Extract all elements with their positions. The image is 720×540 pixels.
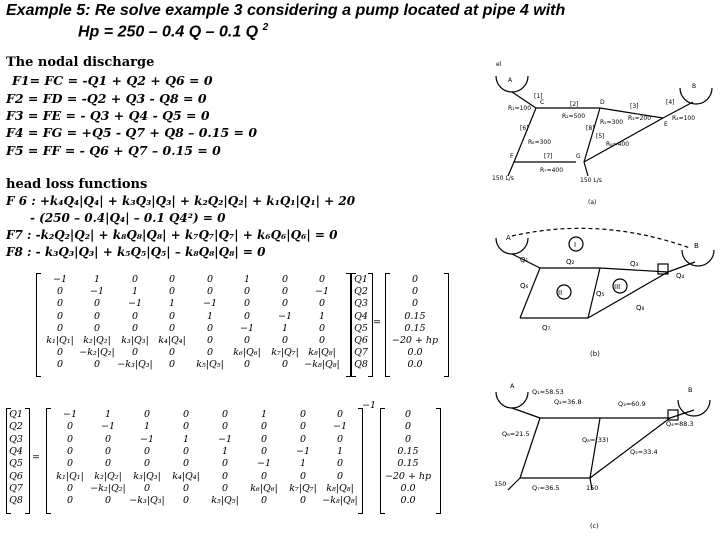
matrix2-cell: 0 bbox=[221, 409, 229, 420]
matrix1-cell: 0 bbox=[56, 322, 64, 334]
matrix2-cell: 0 bbox=[299, 421, 307, 433]
matrix2-right-bracket bbox=[358, 408, 363, 514]
matrix1-cell: 0 bbox=[56, 359, 64, 371]
matrix2-cell: 0 bbox=[336, 458, 344, 470]
matrix1-cell: 0 bbox=[56, 310, 64, 322]
svg-text:III: III bbox=[614, 283, 621, 291]
matrix1-cell: 0 bbox=[281, 286, 289, 298]
svg-text:C: C bbox=[540, 99, 545, 106]
matrix2-cell: 0 bbox=[221, 421, 229, 433]
matrix1-cell: 0 bbox=[93, 359, 101, 371]
fig-a-label: el bbox=[496, 61, 502, 68]
matrix1-cell: 1 bbox=[93, 274, 101, 285]
matrix2-cell: 0 bbox=[66, 421, 74, 433]
rhs1-cell: 0.0 bbox=[407, 359, 423, 371]
rhs1-right-bracket bbox=[444, 273, 449, 377]
matrix2-cell: 0 bbox=[66, 482, 74, 494]
rhs2-cell: 0 bbox=[404, 421, 412, 433]
matrix2-cell: −k₈|Q₈| bbox=[322, 495, 358, 507]
matrix1-cell: −1 bbox=[314, 286, 330, 298]
matrix1-cell: 1 bbox=[168, 298, 176, 310]
svg-text:II: II bbox=[558, 289, 563, 297]
headloss-eq-f8: F8 : - k₃Q₃|Q₃| + k₅Q₅|Q₅| – k₈Q₈|Q₈| = 0 bbox=[6, 245, 266, 259]
matrix1-left-bracket bbox=[36, 273, 41, 377]
unknown1-cell: Q6 bbox=[354, 335, 368, 346]
matrix2-cell: 0 bbox=[299, 409, 307, 420]
matrix2-cell: 0 bbox=[66, 458, 74, 470]
matrix2-cell: −1 bbox=[256, 458, 272, 470]
nodal-eq-2: F2 = FD = -Q2 + Q3 - Q8 = 0 bbox=[6, 91, 207, 106]
unknown1-cell: Q4 bbox=[354, 310, 368, 322]
matrix2-cell: 0 bbox=[143, 409, 151, 420]
matrix2-cell: 0 bbox=[104, 433, 112, 445]
matrix2-cell: k₇|Q₇| bbox=[289, 482, 317, 494]
matrix1-cell: 0 bbox=[56, 347, 64, 359]
matrix1-cell: −1 bbox=[202, 298, 218, 310]
svg-text:B: B bbox=[692, 83, 697, 90]
matrix1-cell: 0 bbox=[131, 347, 139, 359]
svg-text:R₄=100: R₄=100 bbox=[672, 115, 696, 122]
rhs2-cell: 0.15 bbox=[397, 458, 419, 470]
matrix1-cell: −1 bbox=[277, 310, 293, 322]
matrix1-cell: 0 bbox=[168, 286, 176, 298]
reservoir-a-icon bbox=[496, 238, 528, 254]
svg-text:Q₈: Q₈ bbox=[636, 304, 645, 312]
equals2-sign: = bbox=[32, 452, 40, 464]
svg-text:150 L/s: 150 L/s bbox=[492, 175, 514, 182]
svg-text:Q₇=36.5: Q₇=36.5 bbox=[532, 484, 560, 492]
svg-text:[6]: [6] bbox=[520, 125, 529, 132]
svg-text:R₇=400: R₇=400 bbox=[540, 167, 564, 174]
matrix1-cell: 0 bbox=[131, 274, 139, 285]
matrix2-cell: 0 bbox=[221, 458, 229, 470]
svg-text:[4]: [4] bbox=[666, 99, 675, 106]
matrix1-cell: 0 bbox=[93, 322, 101, 334]
matrix1-cell: 0 bbox=[318, 322, 326, 334]
matrix2-cell: 0 bbox=[221, 482, 229, 494]
matrix2-cell: 0 bbox=[260, 421, 268, 433]
svg-text:F: F bbox=[510, 153, 514, 160]
rhs1-cell: −20 + hp bbox=[391, 335, 439, 346]
matrix2-cell: 1 bbox=[299, 458, 307, 470]
matrix2-cell: −1 bbox=[62, 409, 78, 420]
svg-text:Q₃=60.9: Q₃=60.9 bbox=[618, 400, 646, 408]
matrix2-cell: 0 bbox=[299, 470, 307, 482]
nodal-heading: The nodal discharge bbox=[6, 55, 155, 70]
matrix1-cell: 0 bbox=[206, 347, 214, 359]
svg-text:Q₁=58.53: Q₁=58.53 bbox=[532, 388, 564, 396]
matrix1-cell: 0 bbox=[281, 335, 289, 346]
matrix1-cell: 0 bbox=[168, 359, 176, 371]
matrix2-cell: 0 bbox=[182, 409, 190, 420]
rhs2-cell: 0.15 bbox=[397, 445, 419, 457]
headloss-heading: head loss functions bbox=[6, 177, 148, 192]
svg-text:[8]: [8] bbox=[586, 125, 595, 132]
svg-text:(b): (b) bbox=[590, 350, 600, 358]
matrix2-cell: k₁|Q₁| bbox=[56, 470, 84, 482]
matrix2-cell: 0 bbox=[182, 445, 190, 457]
matrix1-cell: 0 bbox=[318, 335, 326, 346]
svg-text:R₅=300: R₅=300 bbox=[600, 119, 624, 126]
svg-text:150 L/s: 150 L/s bbox=[580, 177, 602, 184]
matrix2-cell: −1 bbox=[139, 433, 155, 445]
matrix2-cell: −1 bbox=[217, 433, 233, 445]
matrix1-cell: k₃|Q₃| bbox=[121, 335, 149, 346]
svg-text:Q₆=21.5: Q₆=21.5 bbox=[502, 430, 530, 438]
nodal-eq-3: F3 = FE = - Q3 + Q4 - Q5 = 0 bbox=[6, 108, 210, 123]
svg-text:E: E bbox=[664, 121, 668, 128]
headloss-eq-f6-cont: - (250 – 0.4|Q₄| – 0.1 Q4²) = 0 bbox=[30, 211, 226, 225]
matrix1-cell: k₇|Q₇| bbox=[271, 347, 299, 359]
rhs1-cell: 0 bbox=[411, 286, 419, 298]
reservoir-b-icon bbox=[680, 88, 712, 104]
matrix2-cell: 0 bbox=[182, 458, 190, 470]
matrix1-cell: 0 bbox=[206, 335, 214, 346]
svg-text:Q₆: Q₆ bbox=[520, 282, 529, 290]
unknown2-cell: Q6 bbox=[9, 470, 23, 482]
reservoir-b-icon bbox=[682, 250, 714, 266]
svg-text:A: A bbox=[506, 234, 511, 242]
network-figure-c bbox=[490, 378, 716, 538]
svg-text:[2]: [2] bbox=[570, 101, 579, 108]
svg-text:R₃=200: R₃=200 bbox=[628, 115, 652, 122]
matrix2-cell: 0 bbox=[66, 495, 74, 507]
unknown1-cell: Q7 bbox=[354, 347, 368, 359]
network-figure-a bbox=[488, 58, 716, 208]
matrix1-cell: −1 bbox=[239, 322, 255, 334]
svg-text:G: G bbox=[576, 153, 581, 160]
headloss-eq-f6: F 6 : +k₄Q₄|Q₄| + k₃Q₃|Q₃| + k₂Q₂|Q₂| + k₁Q₁|Q₁| + 20 bbox=[6, 194, 356, 208]
svg-text:I: I bbox=[574, 241, 577, 249]
matrix2-cell: 0 bbox=[143, 445, 151, 457]
inverse-exponent: −1 bbox=[361, 400, 377, 411]
matrix2-cell: 0 bbox=[143, 458, 151, 470]
nodal-eq-5: F5 = FF = - Q6 + Q7 – 0.15 = 0 bbox=[6, 143, 221, 158]
rhs2-cell: 0.0 bbox=[400, 482, 416, 494]
matrix1-cell: 0 bbox=[243, 286, 251, 298]
matrix1-cell: k₅|Q₅| bbox=[196, 359, 224, 371]
matrix1-cell: k₆|Q₆| bbox=[233, 347, 261, 359]
unknown2-cell: Q1 bbox=[9, 409, 23, 420]
svg-text:150: 150 bbox=[586, 484, 599, 492]
matrix1-cell: 1 bbox=[281, 322, 289, 334]
matrix1-cell: −1 bbox=[52, 274, 68, 285]
rhs1-left-bracket bbox=[385, 273, 390, 377]
matrix1-cell: 0 bbox=[206, 286, 214, 298]
rhs1-cell: 0.15 bbox=[404, 322, 426, 334]
unknown1-cell: Q1 bbox=[354, 274, 368, 285]
matrix1-cell: 0 bbox=[93, 298, 101, 310]
matrix2-cell: 0 bbox=[260, 433, 268, 445]
matrix2-cell: k₅|Q₅| bbox=[211, 495, 239, 507]
headloss-eq-f7: F7 : -k₂Q₂|Q₂| + k₈Q₈|Q₈| + k₇Q₇|Q₇| + k₆Q₆|Q₆| = 0 bbox=[6, 228, 338, 242]
svg-text:[7]: [7] bbox=[544, 153, 553, 160]
matrix1-cell: 0 bbox=[243, 335, 251, 346]
matrix1-cell: 0 bbox=[168, 322, 176, 334]
matrix1-cell: k₄|Q₄| bbox=[158, 335, 186, 346]
unknown1-cell: Q5 bbox=[354, 322, 368, 334]
matrix2-cell: 0 bbox=[221, 470, 229, 482]
unknown2-cell: Q4 bbox=[9, 445, 23, 457]
matrix1-cell: 0 bbox=[131, 310, 139, 322]
matrix1-cell: 0 bbox=[56, 286, 64, 298]
matrix2-cell: 0 bbox=[336, 409, 344, 420]
matrix2-cell: k₂|Q₂| bbox=[94, 470, 122, 482]
svg-text:Q₂=36.8: Q₂=36.8 bbox=[554, 398, 582, 406]
matrix1-cell: 0 bbox=[168, 274, 176, 285]
svg-text:150: 150 bbox=[494, 480, 507, 488]
nodal-eq-4: F4 = FG = +Q5 - Q7 + Q8 – 0.15 = 0 bbox=[6, 125, 258, 140]
nodal-eq-1: F1= FC = -Q1 + Q2 + Q6 = 0 bbox=[12, 73, 213, 88]
rhs2-left-bracket bbox=[380, 408, 385, 514]
matrix2-cell: 1 bbox=[104, 409, 112, 420]
matrix1-cell: 1 bbox=[318, 310, 326, 322]
matrix1-cell: −1 bbox=[89, 286, 105, 298]
matrix2-cell: 0 bbox=[260, 445, 268, 457]
svg-text:Q₄: Q₄ bbox=[676, 272, 685, 280]
matrix1-cell: 0 bbox=[318, 298, 326, 310]
rhs1-cell: 0 bbox=[411, 298, 419, 310]
reservoir-a-icon bbox=[496, 392, 528, 408]
unknown1-cell: Q8 bbox=[354, 359, 368, 371]
matrix2-cell: 1 bbox=[182, 433, 190, 445]
matrix2-cell: 0 bbox=[66, 433, 74, 445]
unknown1-cell: Q2 bbox=[354, 286, 368, 298]
rhs2-cell: 0.0 bbox=[400, 495, 416, 507]
rhs1-cell: 0.0 bbox=[407, 347, 423, 359]
unknown2-cell: Q7 bbox=[9, 482, 23, 494]
svg-text:(c): (c) bbox=[590, 522, 599, 530]
matrix1-cell: 1 bbox=[206, 310, 214, 322]
matrix1-cell: 0 bbox=[281, 298, 289, 310]
matrix1-cell: −k₈|Q₈| bbox=[304, 359, 340, 371]
matrix1-cell: −1 bbox=[127, 298, 143, 310]
rhs2-cell: 0 bbox=[404, 409, 412, 420]
matrix2-cell: 0 bbox=[336, 470, 344, 482]
matrix1-cell: 0 bbox=[281, 359, 289, 371]
svg-text:Q₁: Q₁ bbox=[520, 256, 529, 264]
svg-text:B: B bbox=[688, 386, 693, 394]
matrix2-cell: 0 bbox=[182, 421, 190, 433]
matrix1-cell: 0 bbox=[206, 322, 214, 334]
example-title: Example 5: Re solve example 3 considering a pump located at pipe 4 with bbox=[6, 2, 566, 19]
matrix1-cell: k₁|Q₁| bbox=[46, 335, 74, 346]
matrix2-cell: 1 bbox=[221, 445, 229, 457]
svg-text:R₈=400: R₈=400 bbox=[606, 141, 630, 148]
matrix2-cell: −k₃|Q₃| bbox=[129, 495, 165, 507]
svg-text:[5]: [5] bbox=[596, 133, 605, 140]
matrix2-cell: 0 bbox=[104, 458, 112, 470]
matrix2-left-bracket bbox=[46, 408, 51, 514]
matrix2-cell: 0 bbox=[104, 495, 112, 507]
matrix1-cell: k₈|Q₈| bbox=[308, 347, 336, 359]
pump-equation-text: Hp = 250 – 0.4 Q – 0.1 Q bbox=[78, 23, 259, 41]
matrix2-cell: 0 bbox=[104, 445, 112, 457]
matrix1-cell: 0 bbox=[131, 322, 139, 334]
svg-text:R₁=100: R₁=100 bbox=[508, 105, 532, 112]
rhs2-cell: 0 bbox=[404, 433, 412, 445]
matrix1-cell: 0 bbox=[243, 298, 251, 310]
matrix2-cell: −1 bbox=[332, 421, 348, 433]
matrix1-cell: 0 bbox=[56, 298, 64, 310]
svg-text:B: B bbox=[694, 242, 699, 250]
matrix1-cell: 0 bbox=[318, 274, 326, 285]
matrix2-cell: 0 bbox=[66, 445, 74, 457]
matrix1-cell: 0 bbox=[281, 274, 289, 285]
matrix1-cell: 1 bbox=[243, 274, 251, 285]
matrix2-cell: −1 bbox=[295, 445, 311, 457]
matrix2-cell: 1 bbox=[260, 409, 268, 420]
svg-text:A: A bbox=[510, 382, 515, 390]
matrix1-cell: 0 bbox=[243, 310, 251, 322]
matrix2-cell: 1 bbox=[143, 421, 151, 433]
matrix2-cell: k₈|Q₈| bbox=[326, 482, 354, 494]
matrix2-cell: 0 bbox=[143, 482, 151, 494]
pump-equation bbox=[78, 22, 268, 41]
pump-equation-exponent: 2 bbox=[262, 22, 269, 33]
svg-text:[3]: [3] bbox=[630, 103, 639, 110]
rhs2-right-bracket bbox=[436, 408, 441, 514]
svg-text:Q₇: Q₇ bbox=[542, 324, 551, 332]
svg-text:Q₂: Q₂ bbox=[566, 258, 575, 266]
matrix1-cell: 0 bbox=[93, 310, 101, 322]
svg-text:Q₃: Q₃ bbox=[630, 260, 639, 268]
unknown2-cell: Q2 bbox=[9, 421, 23, 433]
matrix2-cell: 0 bbox=[299, 433, 307, 445]
matrix2-cell: k₆|Q₆| bbox=[250, 482, 278, 494]
equals1-sign: = bbox=[373, 316, 381, 328]
matrix2-cell: 1 bbox=[336, 445, 344, 457]
matrix1-cell: 0 bbox=[168, 310, 176, 322]
svg-text:Q₈=(33): Q₈=(33) bbox=[582, 436, 609, 444]
matrix1-cell: k₂|Q₂| bbox=[83, 335, 111, 346]
svg-text:R₂=500: R₂=500 bbox=[562, 113, 586, 120]
network-figure-b bbox=[490, 226, 716, 362]
matrix1-cell: 0 bbox=[206, 274, 214, 285]
matrix1-cell: −k₃|Q₃| bbox=[117, 359, 153, 371]
unknown1-cell: Q3 bbox=[354, 298, 368, 310]
unknown2-cell: Q3 bbox=[9, 433, 23, 445]
unknowns2-right-bracket bbox=[25, 408, 30, 514]
rhs2-cell: −20 + hp bbox=[384, 470, 432, 482]
matrix2-cell: 0 bbox=[182, 482, 190, 494]
matrix2-cell: 0 bbox=[260, 495, 268, 507]
svg-text:A: A bbox=[508, 77, 513, 84]
unknown2-cell: Q8 bbox=[9, 495, 23, 507]
matrix1-cell: 0 bbox=[168, 347, 176, 359]
svg-text:(a): (a) bbox=[588, 199, 597, 206]
unknown2-cell: Q5 bbox=[9, 458, 23, 470]
rhs1-cell: 0.15 bbox=[404, 310, 426, 322]
matrix2-cell: −k₂|Q₂| bbox=[90, 482, 126, 494]
svg-text:Q₄=88.3: Q₄=88.3 bbox=[666, 420, 694, 428]
matrix2-cell: 0 bbox=[182, 495, 190, 507]
matrix2-cell: 0 bbox=[299, 495, 307, 507]
matrix1-cell: 1 bbox=[131, 286, 139, 298]
matrix2-cell: −1 bbox=[100, 421, 116, 433]
matrix2-cell: k₄|Q₄| bbox=[172, 470, 200, 482]
svg-text:[1]: [1] bbox=[534, 93, 543, 100]
svg-text:R₆=300: R₆=300 bbox=[528, 139, 552, 146]
matrix2-cell: k₃|Q₃| bbox=[133, 470, 161, 482]
matrix2-cell: 0 bbox=[336, 433, 344, 445]
svg-text:Q₅=33.4: Q₅=33.4 bbox=[630, 448, 658, 456]
matrix2-cell: 0 bbox=[260, 470, 268, 482]
svg-text:Q₅: Q₅ bbox=[596, 290, 605, 298]
matrix1-cell: −k₂|Q₂| bbox=[79, 347, 115, 359]
svg-text:D: D bbox=[600, 99, 605, 106]
rhs1-cell: 0 bbox=[411, 274, 419, 285]
matrix1-cell: 0 bbox=[243, 359, 251, 371]
